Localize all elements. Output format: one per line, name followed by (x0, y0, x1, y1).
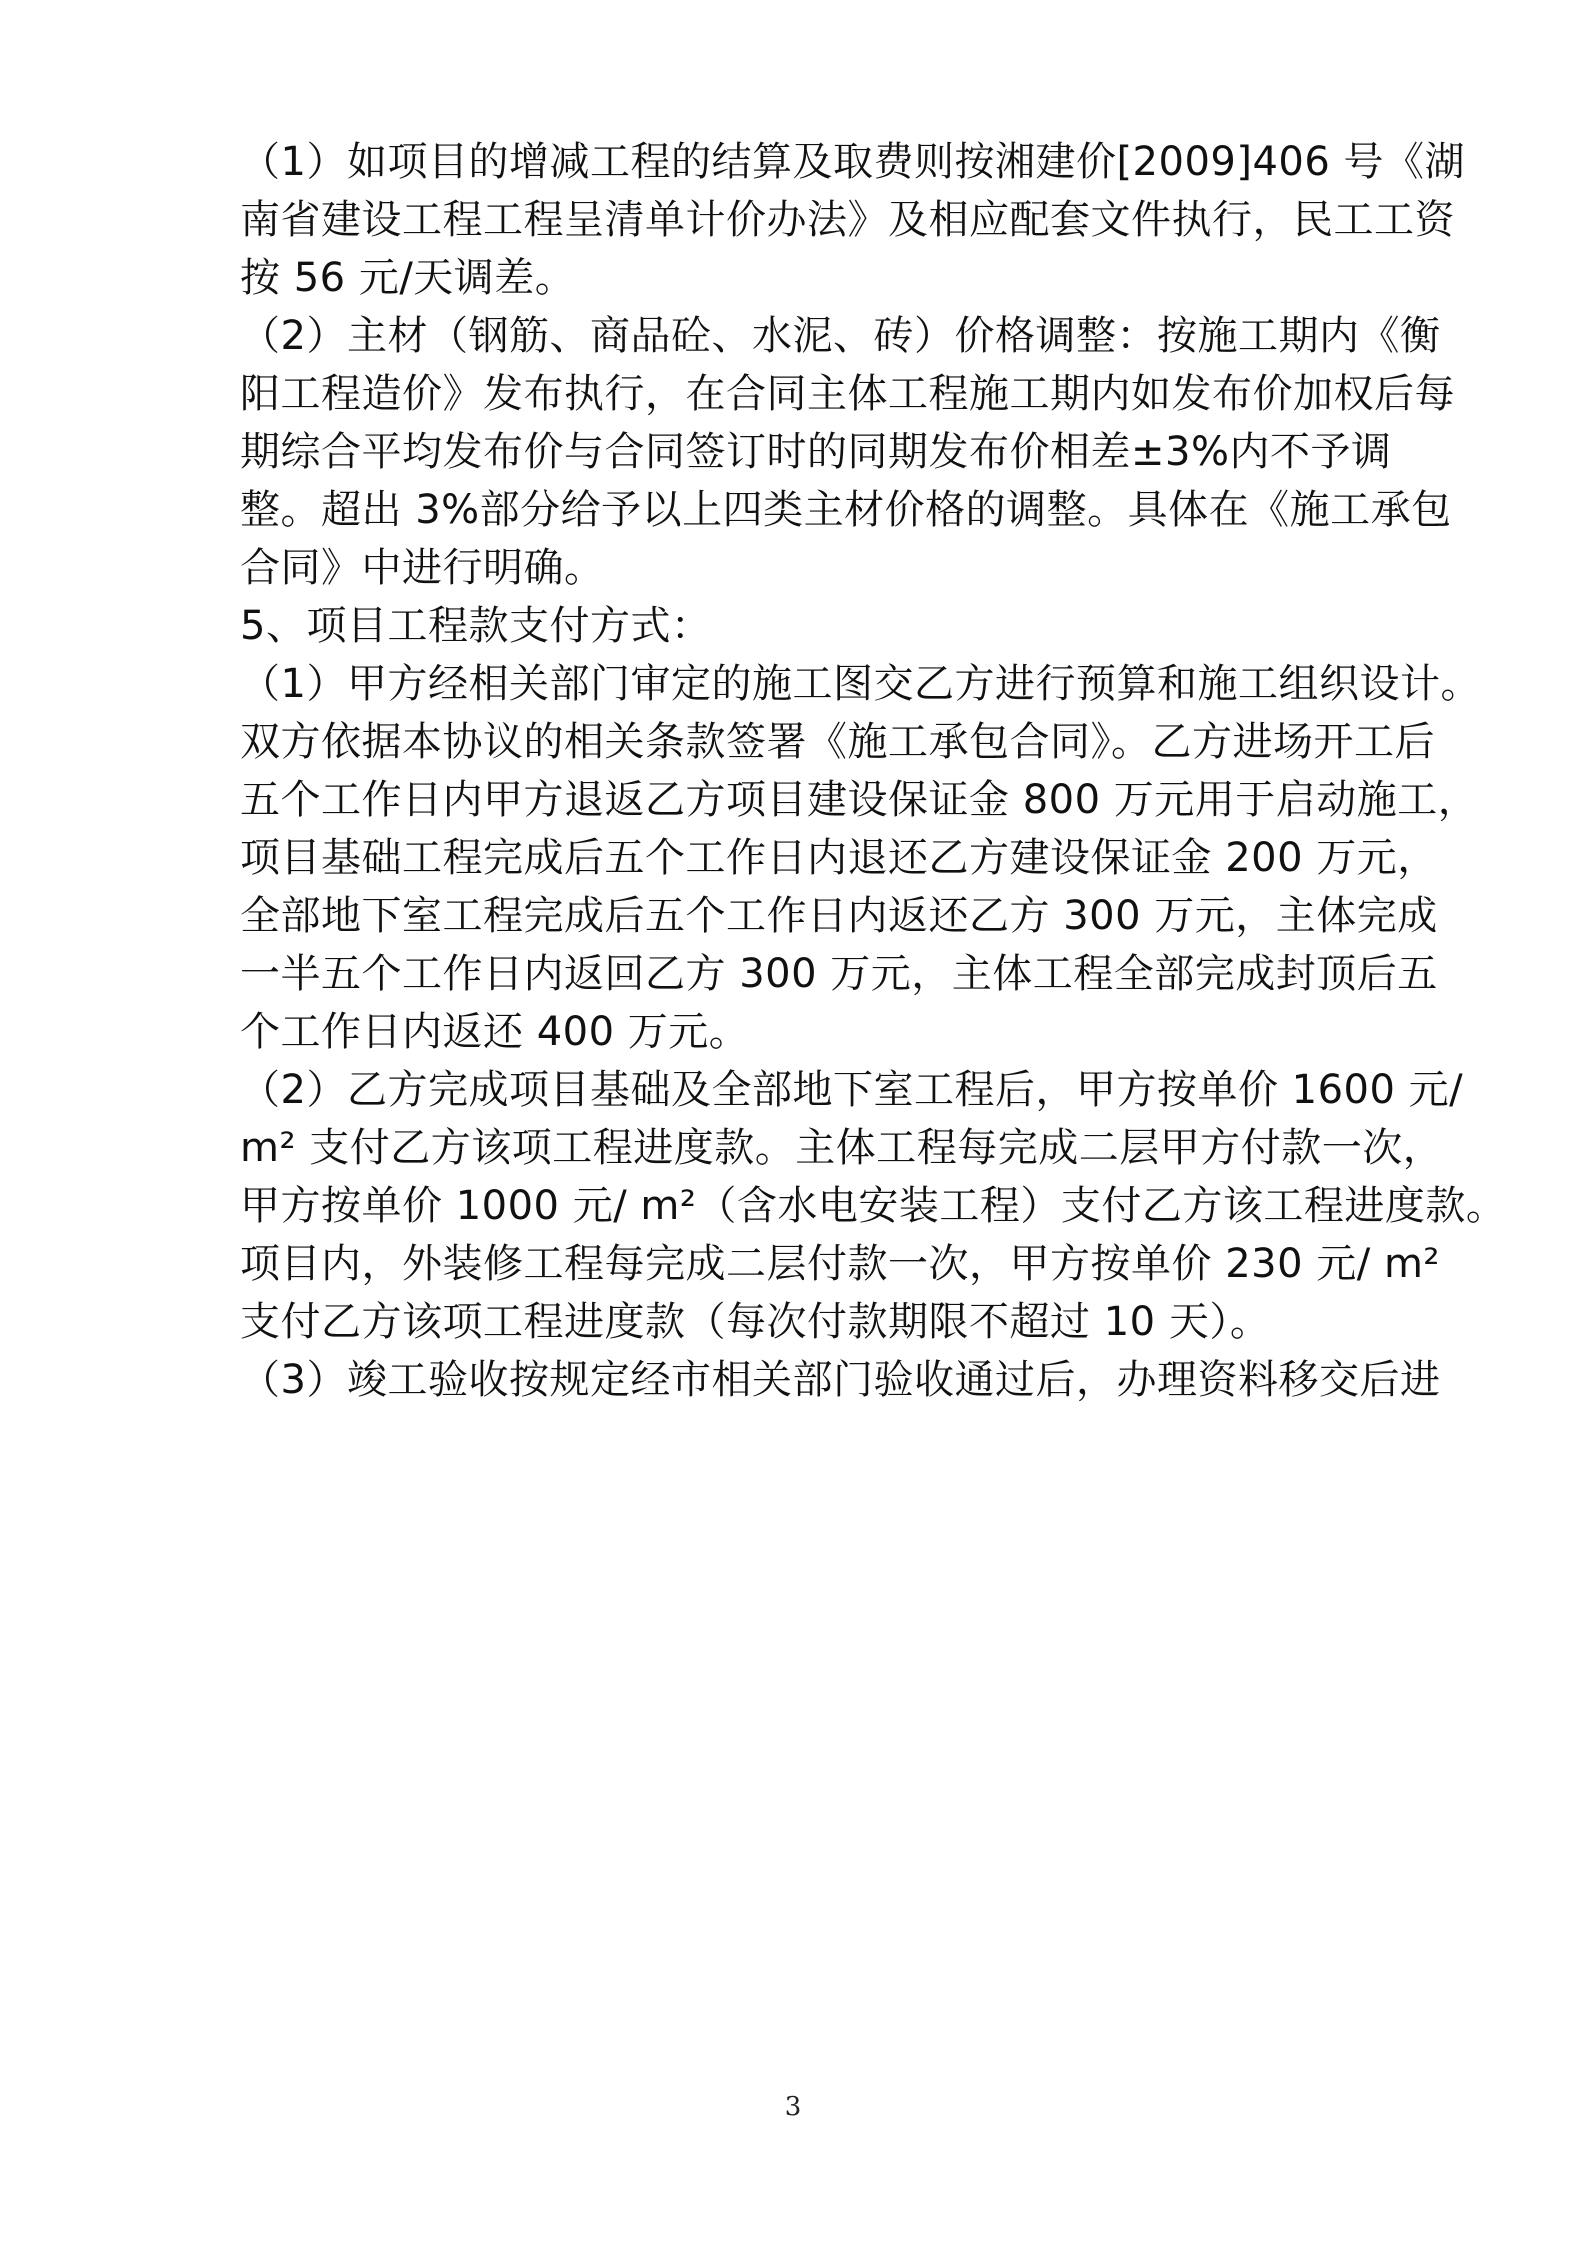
text-line-1: （1）如项目的增减工程的结算及取费则按湘建价[2009]406 号《湖 (240, 139, 1466, 185)
text-line-2: 南省建设工程工程呈清单计价办法》及相应配套文件执行，民工工资 (240, 197, 1455, 243)
text-line-14: 全部地下室工程完成后五个工作日内返还乙方 300 万元，主体完成 (240, 893, 1438, 939)
text-line-4: （2）主材（钢筋、商品砼、水泥、砖）价格调整：按施工期内《衡 (240, 313, 1441, 359)
text-line-12: 五个工作日内甲方退返乙方项目建设保证金 800 万元用于启动施工， (240, 777, 1479, 823)
text-line-16: 个工作日内返还 400 万元。 (240, 1009, 750, 1055)
text-line-8: 合同》中进行明确。 (240, 545, 605, 591)
text-line-21: 支付乙方该项工程进度款（每次付款期限不超过 10 天）。 (240, 1299, 1271, 1345)
text-line-18: m² 支付乙方该项工程进度款。主体工程每完成二层甲方付款一次， (240, 1125, 1444, 1171)
page-number: 3 (784, 2092, 802, 2122)
text-line-5: 阳工程造价》发布执行，在合同主体工程施工期内如发布价加权后每 (240, 371, 1455, 417)
text-line-3: 按 56 元/天调差。 (240, 255, 576, 301)
text-line-15: 一半五个工作日内返回乙方 300 万元，主体工程全部完成封顶后五 (240, 951, 1438, 997)
text-line-22: （3）竣工验收按规定经市相关部门验收通过后，办理资料移交后进 (240, 1357, 1441, 1403)
text-line-6: 期综合平均发布价与合同签订时的同期发布价相差±3%内不予调 (240, 429, 1392, 475)
text-line-20: 项目内，外装修工程每完成二层付款一次，甲方按单价 230 元/ m² (240, 1241, 1440, 1287)
text-line-11: 双方依据本协议的相关条款签署《施工承包合同》。乙方进场开工后 (240, 719, 1435, 765)
text-line-17: （2）乙方完成项目基础及全部地下室工程后，甲方按单价 1600 元/ (240, 1067, 1464, 1113)
text-line-19: 甲方按单价 1000 元/ m²（含水电安装工程）支付乙方该工程进度款。 (240, 1183, 1507, 1229)
text-line-7: 整。超出 3%部分给予以上四类主材价格的调整。具体在《施工承包 (240, 487, 1452, 533)
text-line-10: （1）甲方经相关部门审定的施工图交乙方进行预算和施工组织设计。 (240, 661, 1481, 707)
section-heading: 5、项目工程款支付方式： (240, 603, 712, 649)
text-line-13: 项目基础工程完成后五个工作日内退还乙方建设保证金 200 万元， (240, 835, 1438, 881)
